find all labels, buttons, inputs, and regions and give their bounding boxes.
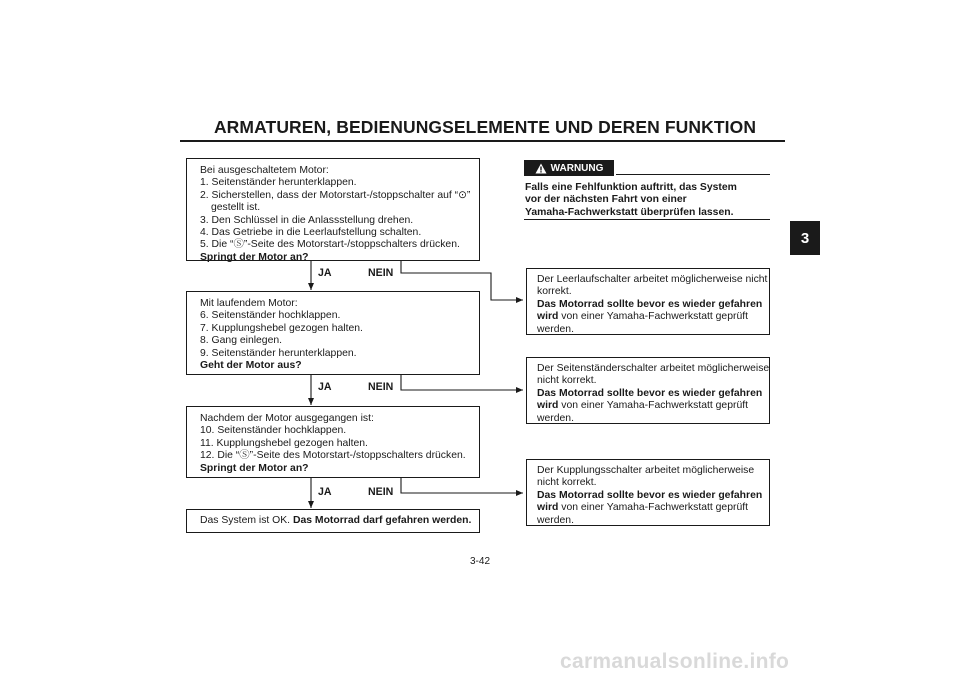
box3-line-3: 12. Die “Ⓢ”-Seite des Motorstart-/stoppschalters drücken. — [200, 450, 466, 462]
watermark: carmanualsonline.info — [560, 650, 790, 673]
box1-line-5: 4. Das Getriebe in die Leerlaufstellung schalten. — [200, 227, 422, 239]
flow-step-box-3 — [186, 406, 480, 478]
warning-badge — [524, 160, 614, 176]
no-label-2: NEIN — [368, 381, 394, 393]
no-label-3: NEIN — [368, 486, 394, 498]
result-box-neutral-switch — [526, 268, 770, 335]
warning-text — [525, 182, 737, 219]
box1-line-4: 3. Den Schlüssel in die Anlassstellung drehen. — [200, 214, 414, 226]
flow-result-ok-box — [186, 509, 480, 533]
box3-line-1: 10. Seitenständer hochklappen. — [200, 425, 347, 437]
warning-rule-bottom — [524, 219, 770, 220]
result0-line-1: korrekt. — [537, 286, 572, 298]
result1-bold-start: wird — [537, 400, 559, 412]
warning-line-0: Falls eine Fehlfunktion auftritt, das System — [525, 182, 737, 193]
result0-line-0: Der Leerlaufschalter arbeitet möglicherweise nicht — [537, 274, 768, 285]
flow-step-box-1 — [186, 158, 480, 261]
result-box-sidestand-switch — [526, 357, 770, 424]
warning-triangle-icon — [535, 163, 547, 174]
no-arrow-3 — [401, 478, 523, 493]
box3-question: Springt der Motor an? — [200, 462, 309, 474]
warning-rule-top — [616, 174, 770, 175]
box2-line-1: 6. Seitenständer hochklappen. — [200, 310, 341, 322]
result1-bold-line: Das Motorrad sollte bevor es wieder gefahren — [537, 387, 763, 399]
box2-line-2: 7. Kupplungshebel gezogen halten. — [200, 322, 363, 334]
yes-label-3: JA — [318, 486, 332, 498]
result0-last: werden. — [537, 323, 574, 335]
box1-line-3: gestellt ist. — [211, 202, 261, 214]
warning-line-2: Yamaha-Fachwerkstatt überprüfen lassen. — [525, 206, 734, 218]
result2-bold-line: Das Motorrad sollte bevor es wieder gefahren — [537, 489, 763, 501]
box1-line-0: Bei ausgeschaltetem Motor: — [200, 165, 329, 176]
result0-bold-start: wird — [537, 311, 559, 323]
no-label-1: NEIN — [368, 267, 394, 279]
result0-rest: von einer Yamaha-Fachwerkstatt geprüft — [558, 311, 749, 323]
ok-line — [200, 515, 472, 527]
flow-step-box-2 — [186, 291, 480, 375]
result2-rest: von einer Yamaha-Fachwerkstatt geprüft — [558, 502, 749, 514]
box1-line-1: 1. Seitenständer herunterklappen. — [200, 177, 357, 189]
result2-line-1: nicht korrekt. — [537, 477, 597, 489]
box2-question: Geht der Motor aus? — [200, 360, 302, 372]
warning-badge-label: WARNUNG — [550, 162, 604, 174]
result2-line-0: Der Kupplungsschalter arbeitet möglicherweise — [537, 465, 755, 476]
box1-line-2: 2. Sicherstellen, dass der Motorstart-/stoppschalter auf “⊙” — [200, 189, 471, 201]
no-arrow-2 — [401, 374, 523, 390]
result1-line-0: Der Seitenständerschalter arbeitet möglicherweise — [537, 363, 770, 374]
box3-line-2: 11. Kupplungshebel gezogen halten. — [200, 437, 368, 449]
box2-line-0: Mit laufendem Motor: — [200, 298, 298, 309]
box1-line-6: 5. Die “Ⓢ”-Seite des Motorstart-/stoppschalters drücken. — [200, 239, 460, 251]
result1-line-1: nicht korrekt. — [537, 375, 597, 387]
page-number: 3-42 — [469, 556, 490, 567]
result-box-clutch-switch — [526, 459, 770, 526]
result1-last: werden. — [537, 412, 574, 424]
box1-question: Springt der Motor an? — [200, 251, 309, 263]
result0-bold-line: Das Motorrad sollte bevor es wieder gefahren — [537, 298, 763, 310]
warning-line-1: vor der nächsten Fahrt von einer — [525, 194, 687, 206]
box2-line-3: 8. Gang einlegen. — [200, 335, 283, 347]
box2-line-4: 9. Seitenständer herunterklappen. — [200, 347, 357, 359]
ok-text-bold: Das Motorrad darf gefahren werden. — [292, 515, 472, 526]
result2-bold-start: wird — [537, 502, 559, 514]
result1-rest: von einer Yamaha-Fachwerkstatt geprüft — [558, 400, 749, 412]
box3-line-0: Nachdem der Motor ausgegangen ist: — [200, 413, 374, 424]
yes-label-1: JA — [318, 267, 332, 279]
chapter-tab: 3 — [790, 221, 820, 255]
result2-last: werden. — [537, 514, 574, 526]
page-title: ARMATUREN, BEDIENUNGSELEMENTE UND DEREN FUNKTION — [213, 117, 757, 137]
yes-label-2: JA — [318, 381, 332, 393]
ok-text: Das System ist OK. — [200, 515, 293, 526]
